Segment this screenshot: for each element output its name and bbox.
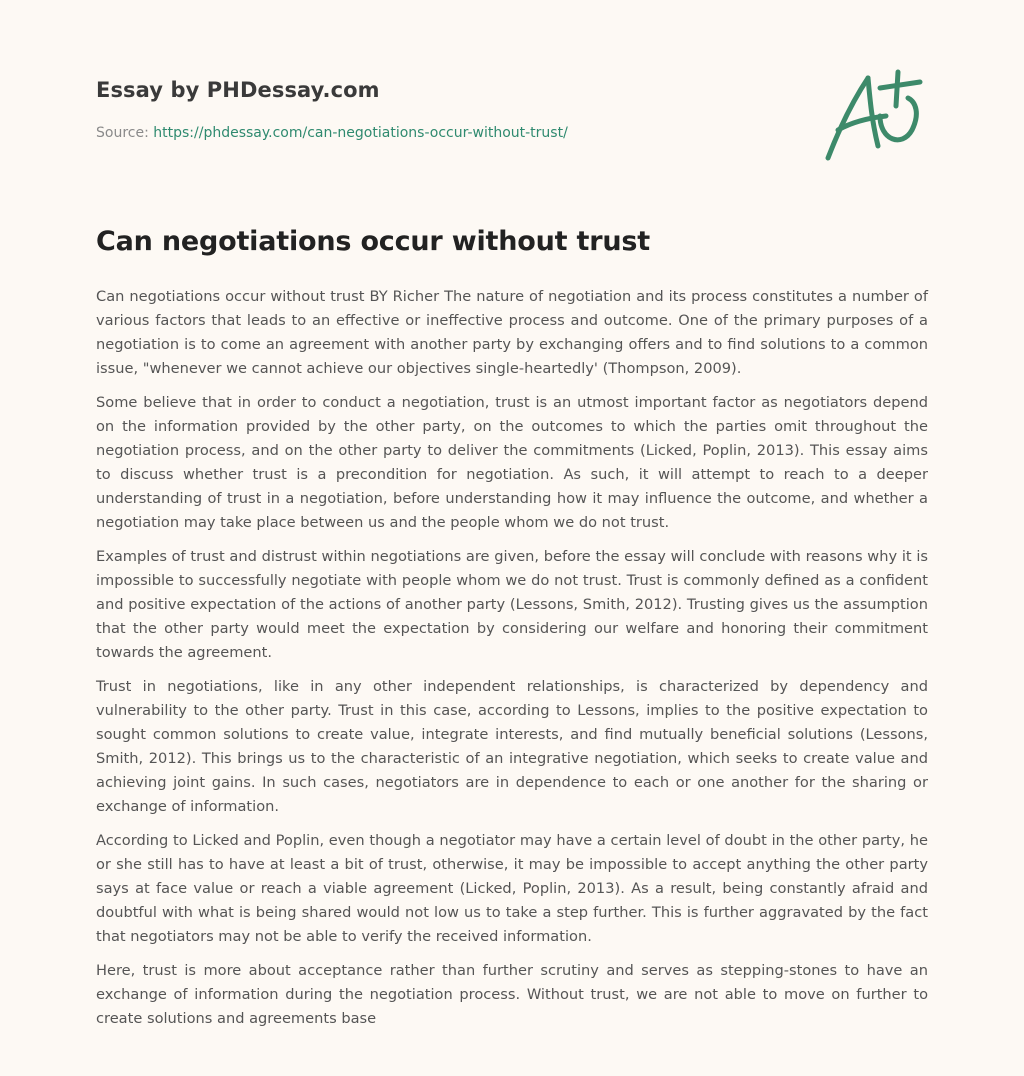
source-link[interactable]: https://phdessay.com/can-negotiations-occur-without-trust/ bbox=[153, 125, 568, 141]
essay-paragraph: Here, trust is more about acceptance rather than further scrutiny and serves as stepping-stones to have an exchange of information during the negotiation process. Without trust, we are not able to move on further to create solutions and agreements base bbox=[96, 962, 928, 1027]
source-line bbox=[96, 125, 568, 141]
essay-paragraph: According to Licked and Poplin, even though a negotiator may have a certain level of doubt in the other party, he or she still has to have at least a bit of trust, otherwise, it may be impossible to accept anything the other party says at face value or reach a viable agreement (Licked, Poplin, 2013). As a result, being constantly afraid and doubtful with what is being shared would not low us to take a step further. This is further aggravated by the fact that negotiators may not be able to verify the received information. bbox=[96, 832, 928, 945]
a-plus-grade-icon bbox=[824, 66, 928, 166]
essay-paragraph: Some believe that in order to conduct a negotiation, trust is an utmost important factor as negotiators depend on the information provided by the other party, on the outcomes to which the parties omit throughout the negotiation process, and on the other party to deliver the commitments (Licked, Poplin, 2013). This essay aims to discuss whether trust is a precondition for negotiation. As such, it will attempt to reach to a deeper understanding of trust in a negotiation, before understanding how it may influence the outcome, and whether a negotiation may take place between us and the people whom we do not trust. bbox=[96, 394, 928, 531]
essay-paragraph: Can negotiations occur without trust BY Richer The nature of negotiation and its process constitutes a number of various factors that leads to an effective or ineffective process and outcome. One of the primary purposes of a negotiation is to come an agreement with another party by exchanging offers and to find solutions to a common issue, "whenever we cannot achieve our objectives single-heartedly' (Thompson, 2009). bbox=[96, 288, 928, 377]
essay-paragraph: Trust in negotiations, like in any other independent relationships, is characterized by dependency and vulnerability to the other party. Trust in this case, according to Lessons, implies to the positive expectation to sought common solutions to create value, integrate interests, and find mutually beneficial solutions (Lessons, Smith, 2012). This brings us to the characteristic of an integrative negotiation, which seeks to create value and achieving joint gains. In such cases, negotiators are in dependence to each or one another for the sharing or exchange of information. bbox=[96, 678, 928, 815]
source-label: Source: bbox=[96, 125, 154, 141]
essay-paragraph: Examples of trust and distrust within negotiations are given, before the essay will conclude with reasons why it is impossible to successfully negotiate with people whom we do not trust. Trust is commonly defined as a confident and positive expectation of the actions of another party (Lessons, Smith, 2012). Trusting gives us the assumption that the other party would meet the expectation by considering our welfare and honoring their commitment towards the agreement. bbox=[96, 548, 928, 661]
brand-name: Essay by PHDessay.com bbox=[96, 78, 380, 102]
essay-body bbox=[96, 285, 928, 1041]
essay-title: Can negotiations occur without trust bbox=[96, 226, 650, 257]
